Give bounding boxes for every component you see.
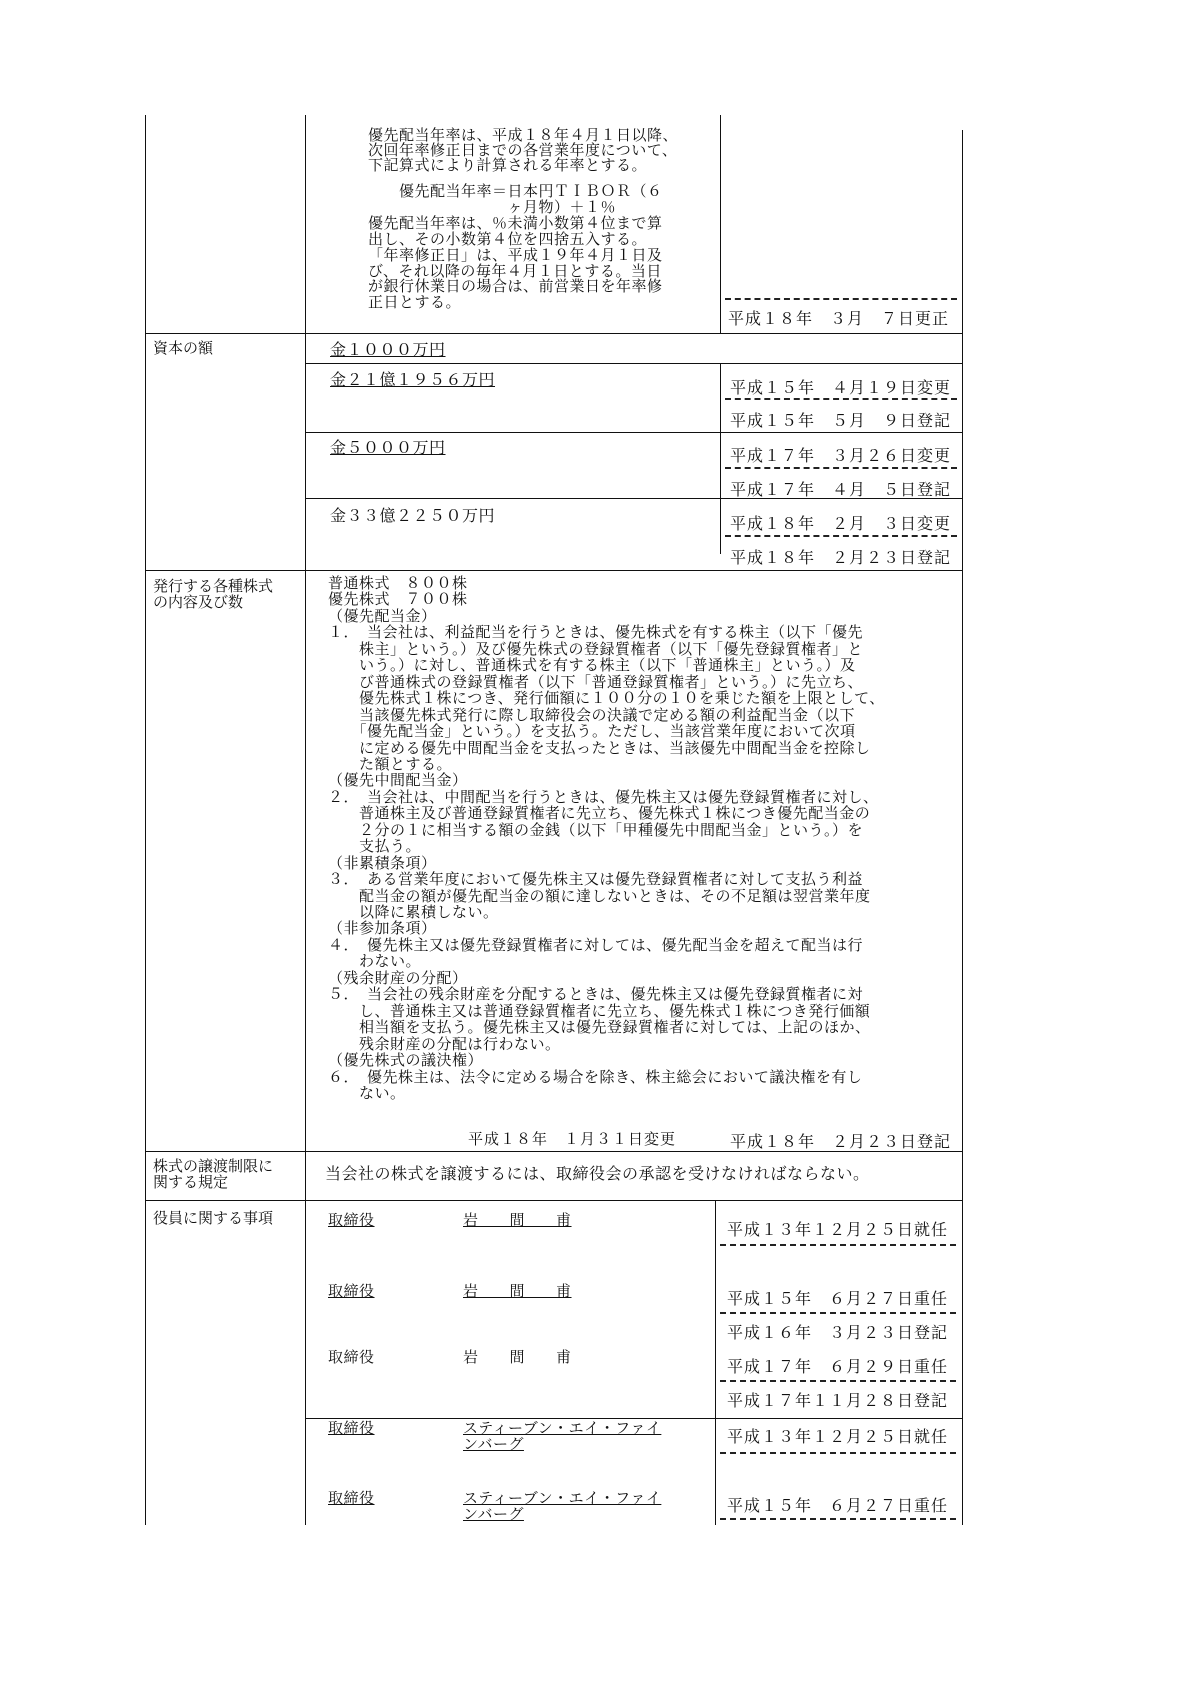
shares-label-line: 発行する各種株式 <box>153 577 274 595</box>
row-separator-shares <box>145 570 963 571</box>
capital-amount: 金３３億２２５０万円 <box>330 506 496 525</box>
shares-line: 「優先配当金」という。）を支払う。ただし、当該営業年度において次項 <box>328 722 856 740</box>
capital-date: 平成１８年 ２月 ３日変更 <box>730 514 952 533</box>
officer-date: 平成１６年 ３月２３日登記 <box>727 1323 949 1342</box>
shares-line: 普通株式 ８００株 <box>328 574 468 592</box>
shares-register-date: 平成１８年 ２月２３日登記 <box>730 1132 952 1151</box>
shares-line: 普通株主及び普通登録質権者に先立ち、優先株式１株につき優先配当金の <box>328 804 871 822</box>
shares-line: 配当金の額が優先配当金の額に達しないときは、その不足額は翌営業年度 <box>328 887 871 905</box>
dashed-separator <box>725 467 957 469</box>
capital-date: 平成１７年 ４月 ５日登記 <box>730 480 952 499</box>
shares-line: 優先株式１株につき、発行価額に１００分の１０を乗じた額を上限として、 <box>328 689 885 707</box>
capital-date: 平成１７年 ３月２６日変更 <box>730 446 952 465</box>
clause-line: 優先配当年率＝日本円ＴＩＢＯＲ（６ <box>368 182 663 200</box>
dashed-separator <box>725 535 957 537</box>
officer-date: 平成１３年１２月２５日就任 <box>727 1427 949 1446</box>
shares-line: 以降に累積しない。 <box>328 903 499 921</box>
clause-line: 優先配当年率は、平成１８年４月１日以降、 <box>368 126 679 144</box>
shares-line: 相当額を支払う。優先株主又は優先登録質権者に対しては、上記のほか、 <box>328 1018 871 1036</box>
date-column-divider-2 <box>720 364 721 554</box>
shares-line: ない。 <box>328 1084 406 1102</box>
shares-line: 株主」という。）及び優先株式の登録質権者（以下「優先登録質権者」と <box>328 640 864 658</box>
officer-date: 平成１７年 ６月２９日重任 <box>727 1357 949 1376</box>
shares-line: ６． 優先株主は、法令に定める場合を除き、株主総会において議決権を有し <box>328 1068 863 1086</box>
officer-date: 平成１７年１１月２８日登記 <box>727 1391 949 1410</box>
dashed-separator <box>720 1380 956 1382</box>
shares-line: （残余財産の分配） <box>328 969 468 987</box>
officer-name-line: スティーブン・エイ・ファイ <box>463 1489 662 1507</box>
capital-date: 平成１５年 ５月 ９日登記 <box>730 411 952 430</box>
transfer-label-line: 関する規定 <box>153 1173 229 1191</box>
table-right-border <box>962 130 963 1525</box>
clause-line: 下記算式により計算される年率とする。 <box>368 156 648 174</box>
shares-line: （非累積条項） <box>328 854 437 872</box>
dashed-separator <box>720 1312 956 1314</box>
officer-title: 取締役 <box>328 1419 375 1437</box>
transfer-label-line: 株式の譲渡制限に <box>153 1157 274 1175</box>
officer-name-line: スティーブン・エイ・ファイ <box>463 1419 662 1437</box>
officer-title: 取締役 <box>328 1211 375 1229</box>
date-column-divider-1 <box>720 115 721 334</box>
shares-line: 優先株式 ７００株 <box>328 590 468 608</box>
shares-line: ２． 当会社は、中間配当を行うときは、優先株主又は優先登録質権者に対し、 <box>328 788 879 806</box>
shares-line: 支払う。 <box>328 837 422 855</box>
shares-change-date: 平成１８年 １月３１日変更 <box>468 1130 677 1148</box>
capital-amount: 金５０００万円 <box>330 438 446 457</box>
shares-line: し、普通株主又は普通登録質権者に先立ち、優先株式１株につき発行価額 <box>328 1002 871 1020</box>
shares-line: ４． 優先株主又は優先登録質権者に対しては、優先配当金を超えて配当は行 <box>328 936 864 954</box>
capital-date: 平成１５年 ４月１９日変更 <box>730 378 952 397</box>
capital-sub-separator-2 <box>305 432 963 433</box>
capital-label: 資本の額 <box>153 339 214 357</box>
officer-date: 平成１５年 ６月２７日重任 <box>727 1289 949 1308</box>
capital-amount: 金１０００万円 <box>330 340 446 359</box>
clause-line: 出し、その小数第４位を四捨五入する。 <box>368 230 648 248</box>
shares-line: （優先配当金） <box>328 607 437 625</box>
shares-line: １． 当会社は、利益配当を行うときは、優先株式を有する株主（以下「優先 <box>328 623 864 641</box>
transfer-text: 当会社の株式を譲渡するには、取締役会の承認を受けなければならない。 <box>325 1164 870 1183</box>
dashed-separator <box>725 398 957 400</box>
officer-name: 岩 間 甫 <box>463 1211 572 1229</box>
shares-line: た額とする。 <box>328 755 453 773</box>
dashed-separator <box>720 1244 956 1246</box>
officer-date: 平成１３年１２月２５日就任 <box>727 1220 949 1239</box>
clause-line: ヶ月物）＋１％ <box>368 198 617 216</box>
shares-line: び普通株式の登録質権者（以下「普通登録質権者」という。）に先立ち、 <box>328 673 864 691</box>
dashed-separator <box>720 1518 956 1520</box>
shares-line: 当該優先株式発行に際し取締役会の決議で定める額の利益配当金（以下 <box>328 706 856 724</box>
clause-line: 正日とする。 <box>368 293 462 311</box>
officer-name-line: ンバーグ <box>463 1435 524 1453</box>
officer-name: 岩 間 甫 <box>463 1348 572 1366</box>
officer-name: 岩 間 甫 <box>463 1282 572 1300</box>
shares-line: （非参加条項） <box>328 919 437 937</box>
date-column-divider-3 <box>715 1200 716 1525</box>
shares-label-line: の内容及び数 <box>153 593 244 611</box>
shares-line: いう。）に対し、普通株式を有する株主（以下「普通株主」という。）及 <box>328 656 856 674</box>
dashed-separator <box>720 1452 956 1454</box>
clause-line: 優先配当年率は、％未満小数第４位まで算 <box>368 214 663 232</box>
shares-line: に定める優先中間配当金を支払ったときは、当該優先中間配当金を控除し <box>328 739 871 757</box>
officer-title: 取締役 <box>328 1282 375 1300</box>
officer-name-line: ンバーグ <box>463 1505 524 1523</box>
clause-line: び、それ以降の毎年４月１日とする。当日 <box>368 262 662 280</box>
capital-amount: 金２１億１９５６万円 <box>330 370 496 389</box>
clause-date: 平成１８年 ３月 ７日更正 <box>728 309 950 328</box>
clause-line: 「年率修正日」は、平成１９年４月１日及 <box>368 246 663 264</box>
shares-line: （優先中間配当金） <box>328 771 468 789</box>
shares-line: （優先株式の議決権） <box>328 1051 484 1069</box>
clause-line: 次回年率修正日までの各営業年度について、 <box>368 141 678 159</box>
row-separator-capital <box>145 333 963 334</box>
shares-line: ３． ある営業年度において優先株主又は優先登録質権者に対して支払う利益 <box>328 870 864 888</box>
officer-title: 取締役 <box>328 1489 375 1507</box>
shares-line: ５． 当会社の残余財産を分配するときは、優先株主又は優先登録質権者に対 <box>328 985 864 1003</box>
row-separator-officers <box>145 1200 963 1201</box>
clause-line: が銀行休業日の場合は、前営業日を年率修 <box>368 277 663 295</box>
capital-sub-separator-1 <box>305 363 963 364</box>
officer-date: 平成１５年 ６月２７日重任 <box>727 1496 949 1515</box>
shares-line: ２分の１に相当する額の金銭（以下「甲種優先中間配当金」という。）を <box>328 821 864 839</box>
capital-date: 平成１８年 ２月２３日登記 <box>730 548 952 567</box>
officers-label: 役員に関する事項 <box>153 1209 274 1227</box>
table-left-border <box>145 115 146 1525</box>
officer-title: 取締役 <box>328 1348 375 1366</box>
shares-line: わない。 <box>328 952 422 970</box>
dashed-separator <box>725 298 957 300</box>
label-column-divider <box>305 115 306 1525</box>
shares-line: 残余財産の分配は行わない。 <box>328 1035 561 1053</box>
